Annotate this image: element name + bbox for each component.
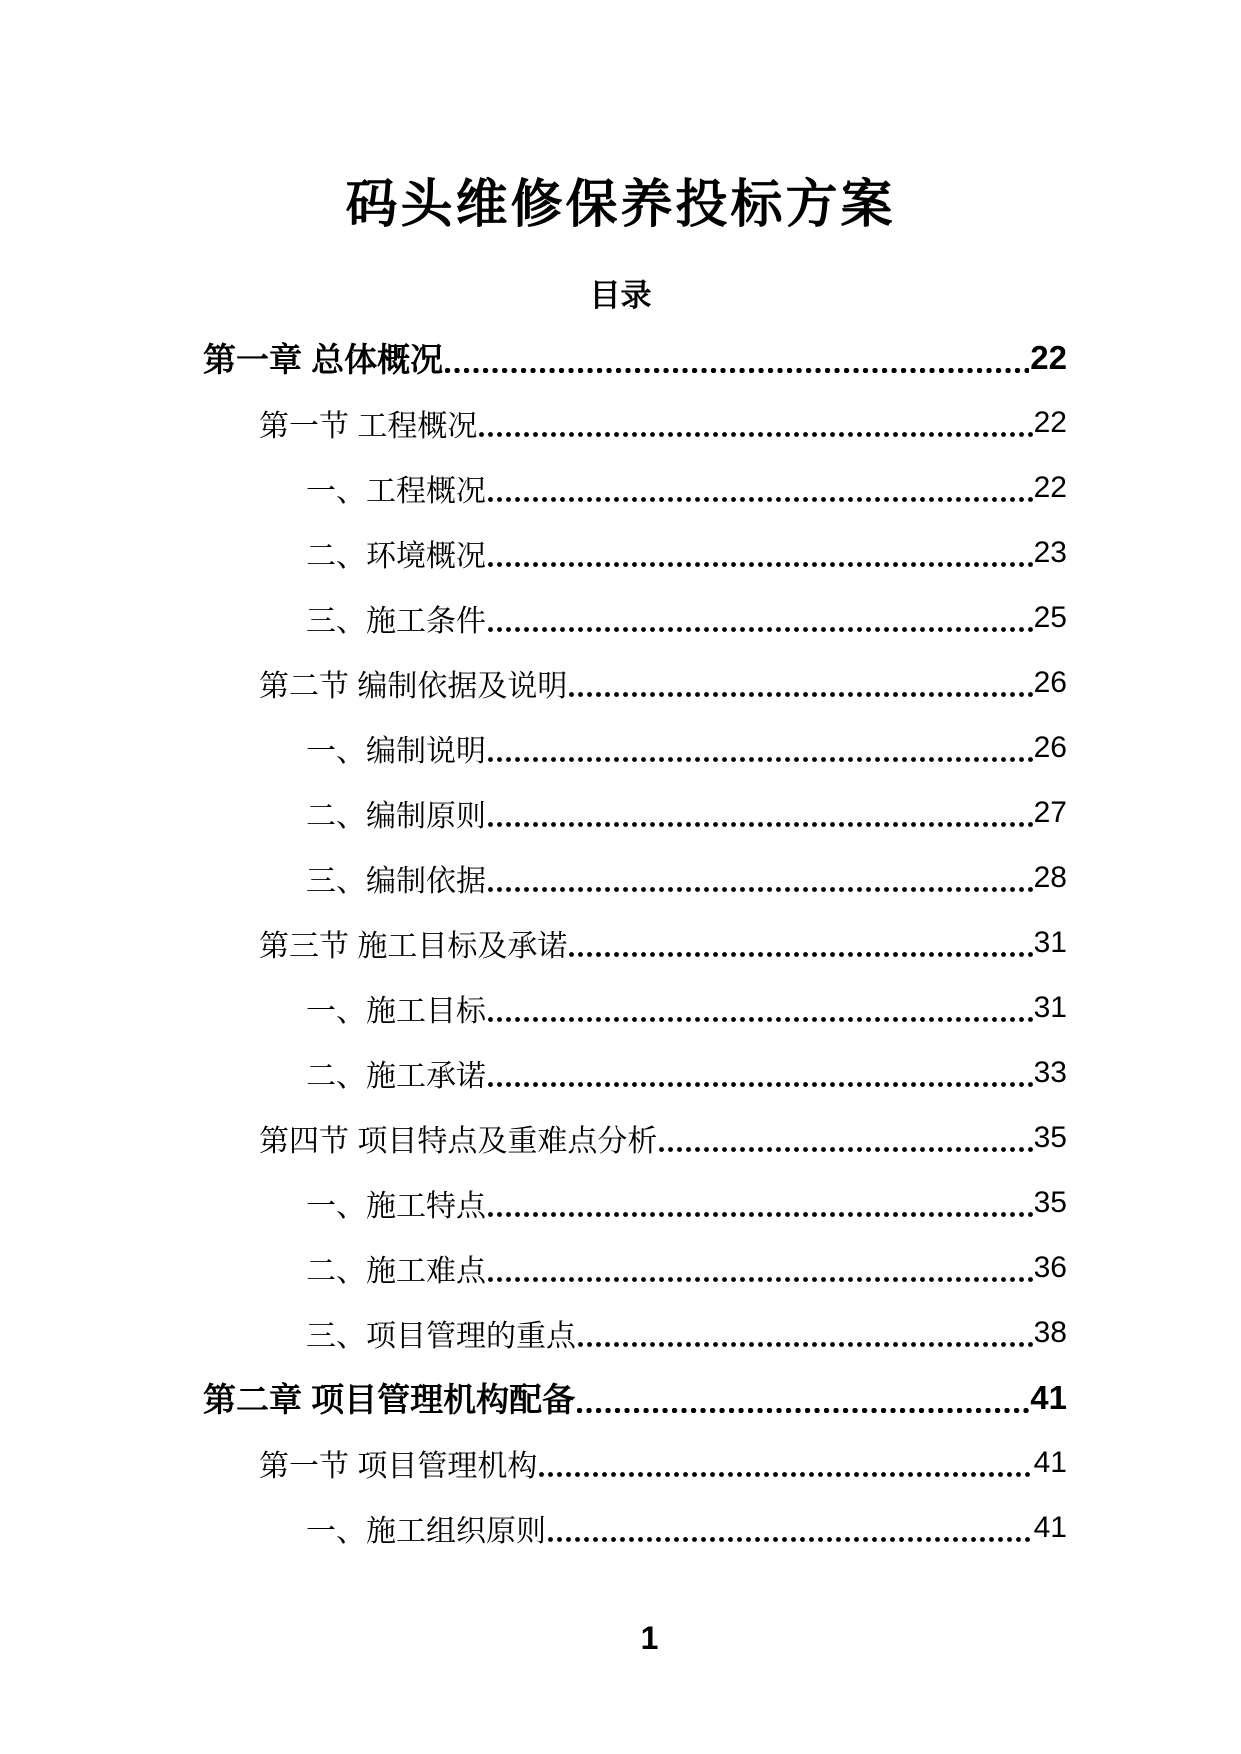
toc-entry-label: 二、施工难点 xyxy=(306,1254,486,1288)
toc-entry-label: 三、施工条件 xyxy=(306,604,486,638)
toc-entry xyxy=(203,1430,1067,1495)
toc-entry-label: 一、施工特点 xyxy=(306,1189,486,1223)
toc-entry-page: 31 xyxy=(1033,990,1067,1024)
toc-entry-page: 22 xyxy=(1033,405,1067,439)
toc-entry-label: 第二章 项目管理机构配备 xyxy=(203,1381,576,1418)
toc-entry xyxy=(203,650,1067,715)
toc-entry-page: 22 xyxy=(1033,470,1067,504)
dot-leader xyxy=(488,715,1033,780)
toc-entry xyxy=(203,325,1067,390)
toc-heading: 目录 xyxy=(589,278,652,313)
toc-entry-label: 一、施工组织原则 xyxy=(306,1514,546,1548)
toc-entry-label: 三、编制依据 xyxy=(306,864,486,898)
dot-leader xyxy=(488,1235,1033,1300)
toc-entry-page: 35 xyxy=(1033,1185,1067,1219)
toc-entry-label: 一、编制说明 xyxy=(306,734,486,768)
dot-leader xyxy=(569,650,1032,715)
dot-leader xyxy=(569,910,1032,975)
toc-entry-page: 41 xyxy=(1030,1378,1067,1416)
toc-entry-page: 22 xyxy=(1030,338,1067,376)
toc-entry-page: 41 xyxy=(1033,1445,1067,1479)
toc-entry-label: 三、项目管理的重点 xyxy=(306,1319,576,1353)
toc-entry-page: 27 xyxy=(1033,795,1067,829)
dot-leader xyxy=(479,390,1032,455)
toc-entry-label: 一、工程概况 xyxy=(306,474,486,508)
toc-entry-label: 二、环境概况 xyxy=(306,539,486,573)
toc-entry-label: 二、施工承诺 xyxy=(306,1059,486,1093)
toc-entry xyxy=(203,975,1067,1040)
toc-entry xyxy=(203,910,1067,975)
toc-entry xyxy=(203,1235,1067,1300)
toc-entry xyxy=(203,780,1067,845)
toc-entry-page: 36 xyxy=(1033,1250,1067,1284)
dot-leader xyxy=(488,585,1033,650)
toc-entry-page: 28 xyxy=(1033,860,1067,894)
toc-entry xyxy=(203,715,1067,780)
toc-entry-page: 31 xyxy=(1033,925,1067,959)
toc-entry xyxy=(203,845,1067,910)
toc-entry-label: 一、施工目标 xyxy=(306,994,486,1028)
toc-entry xyxy=(203,1040,1067,1105)
toc-entry-page: 26 xyxy=(1033,665,1067,699)
toc-entry-page: 26 xyxy=(1033,730,1067,764)
toc-entry-label: 第一节 工程概况 xyxy=(259,409,478,443)
dot-leader xyxy=(488,455,1033,520)
toc-entry-label: 第一节 项目管理机构 xyxy=(259,1449,538,1483)
toc-entry xyxy=(203,1300,1067,1365)
dot-leader xyxy=(488,1040,1033,1105)
dot-leader xyxy=(548,1495,1033,1560)
toc-entry-label: 第三节 施工目标及承诺 xyxy=(259,929,568,963)
toc-entry xyxy=(203,1495,1067,1560)
dot-leader xyxy=(445,325,1029,390)
toc-entry xyxy=(203,390,1067,455)
toc-entry-page: 38 xyxy=(1033,1315,1067,1349)
table-of-contents xyxy=(203,325,1067,1560)
toc-entry-page: 35 xyxy=(1033,1120,1067,1154)
dot-leader xyxy=(488,780,1033,845)
toc-entry xyxy=(203,520,1067,585)
toc-entry-label: 二、编制原则 xyxy=(306,799,486,833)
toc-entry-label: 第四节 项目特点及重难点分析 xyxy=(259,1124,658,1158)
toc-entry-page: 23 xyxy=(1033,535,1067,569)
toc-entry xyxy=(203,455,1067,520)
dot-leader xyxy=(578,1300,1033,1365)
page-number-footer: 1 xyxy=(640,1620,659,1656)
toc-entry-page: 33 xyxy=(1033,1055,1067,1089)
dot-leader xyxy=(659,1105,1032,1170)
document-title: 码头维修保养投标方案 xyxy=(345,176,896,234)
dot-leader xyxy=(577,1365,1029,1430)
dot-leader xyxy=(488,1170,1033,1235)
dot-leader xyxy=(539,1430,1032,1495)
dot-leader xyxy=(488,520,1033,585)
toc-entry xyxy=(203,1105,1067,1170)
dot-leader xyxy=(488,975,1033,1040)
toc-entry-page: 25 xyxy=(1033,600,1067,634)
toc-entry-page: 41 xyxy=(1033,1510,1067,1544)
dot-leader xyxy=(488,845,1033,910)
toc-entry xyxy=(203,1170,1067,1235)
toc-entry xyxy=(203,585,1067,650)
toc-entry-label: 第一章 总体概况 xyxy=(203,341,444,378)
toc-entry-label: 第二节 编制依据及说明 xyxy=(259,669,568,703)
toc-entry xyxy=(203,1365,1067,1430)
